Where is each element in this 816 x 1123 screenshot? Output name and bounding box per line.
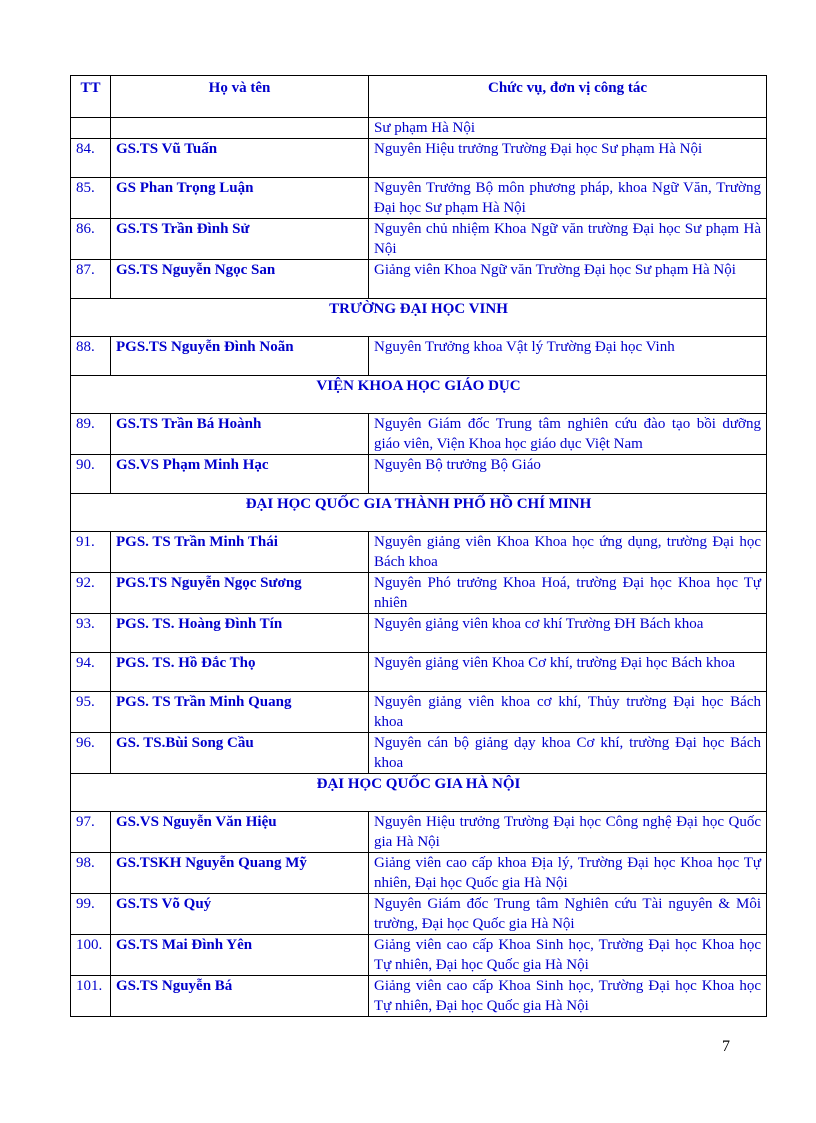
person-position: Nguyên giảng viên khoa cơ khí, Thủy trường Đại học Bách khoa — [369, 692, 767, 733]
row-number: 93. — [71, 614, 111, 653]
row-number — [71, 118, 111, 139]
person-name: GS.TS Trần Bá Hoành — [111, 414, 369, 455]
row-number: 98. — [71, 853, 111, 894]
person-position: Nguyên giảng viên Khoa Cơ khí, trường Đại học Bách khoa — [369, 653, 767, 692]
person-position: Nguyên giảng viên khoa cơ khí Trường ĐH Bách khoa — [369, 614, 767, 653]
table-row — [71, 733, 767, 774]
header-position: Chức vụ, đơn vị công tác — [369, 76, 767, 118]
section-header-row — [71, 774, 767, 812]
table-row — [71, 976, 767, 1017]
row-number: 89. — [71, 414, 111, 455]
person-position: Giảng viên cao cấp khoa Địa lý, Trường Đại học Khoa học Tự nhiên, Đại học Quốc gia Hà Nội — [369, 853, 767, 894]
row-number: 96. — [71, 733, 111, 774]
person-position: Nguyên Trưởng Bộ môn phương pháp, khoa Ngữ Văn, Trường Đại học Sư phạm Hà Nội — [369, 178, 767, 219]
table-row — [71, 692, 767, 733]
person-position: Giảng viên Khoa Ngữ văn Trường Đại học Sư phạm Hà Nội — [369, 260, 767, 299]
person-name: PGS. TS. Hoàng Đình Tín — [111, 614, 369, 653]
row-number: 92. — [71, 573, 111, 614]
person-name: GS.TS Mai Đình Yên — [111, 935, 369, 976]
row-number: 86. — [71, 219, 111, 260]
section-title: ĐẠI HỌC QUỐC GIA HÀ NỘI — [71, 774, 767, 812]
table-header-row — [71, 76, 767, 118]
section-title: TRƯỜNG ĐẠI HỌC VINH — [71, 299, 767, 337]
table-row — [71, 614, 767, 653]
table-row — [71, 139, 767, 178]
person-name: GS.TS Trần Đình Sử — [111, 219, 369, 260]
row-number: 100. — [71, 935, 111, 976]
person-name: PGS.TS Nguyễn Ngọc Sương — [111, 573, 369, 614]
section-header-row — [71, 299, 767, 337]
person-name: GS.TS Nguyễn Ngọc San — [111, 260, 369, 299]
table-row — [71, 812, 767, 853]
person-position: Sư phạm Hà Nội — [369, 118, 767, 139]
table-body — [71, 118, 767, 1017]
row-number: 95. — [71, 692, 111, 733]
table-row — [71, 573, 767, 614]
row-number: 94. — [71, 653, 111, 692]
person-position: Nguyên Bộ trưởng Bộ Giáo — [369, 455, 767, 494]
person-position: Nguyên Trưởng khoa Vật lý Trường Đại học Vinh — [369, 337, 767, 376]
table-row — [71, 853, 767, 894]
person-name: GS.TS Vũ Tuấn — [111, 139, 369, 178]
row-number: 97. — [71, 812, 111, 853]
row-number: 85. — [71, 178, 111, 219]
person-name: PGS. TS. Hồ Đắc Thọ — [111, 653, 369, 692]
person-name: PGS.TS Nguyễn Đình Noãn — [111, 337, 369, 376]
person-name: GS.TS Nguyễn Bá — [111, 976, 369, 1017]
table-row — [71, 935, 767, 976]
person-position: Nguyên Phó trưởng Khoa Hoá, trường Đại học Khoa học Tự nhiên — [369, 573, 767, 614]
person-name: PGS. TS Trần Minh Quang — [111, 692, 369, 733]
person-name: GS.TS Võ Quý — [111, 894, 369, 935]
table-row — [71, 653, 767, 692]
person-position: Nguyên Hiệu trưởng Trường Đại học Công nghệ Đại học Quốc gia Hà Nội — [369, 812, 767, 853]
row-number: 91. — [71, 532, 111, 573]
row-number: 99. — [71, 894, 111, 935]
person-name: GS Phan Trọng Luận — [111, 178, 369, 219]
table-row — [71, 219, 767, 260]
person-position: Nguyên Giám đốc Trung tâm nghiên cứu đào tạo bồi dưỡng giáo viên, Viện Khoa học giáo dục Việt Nam — [369, 414, 767, 455]
table-row — [71, 894, 767, 935]
person-name — [111, 118, 369, 139]
person-position: Nguyên cán bộ giảng dạy khoa Cơ khí, trường Đại học Bách khoa — [369, 733, 767, 774]
row-number: 90. — [71, 455, 111, 494]
person-name: GS.VS Phạm Minh Hạc — [111, 455, 369, 494]
person-position: Nguyên Hiệu trưởng Trường Đại học Sư phạm Hà Nội — [369, 139, 767, 178]
person-position: Nguyên giảng viên Khoa Khoa học ứng dụng, trường Đại học Bách khoa — [369, 532, 767, 573]
table-row — [71, 414, 767, 455]
table-row — [71, 260, 767, 299]
section-title: VIỆN KHOA HỌC GIÁO DỤC — [71, 376, 767, 414]
person-position: Nguyên chủ nhiệm Khoa Ngữ văn trường Đại học Sư phạm Hà Nội — [369, 219, 767, 260]
section-title: ĐẠI HỌC QUỐC GIA THÀNH PHỐ HỒ CHÍ MINH — [71, 494, 767, 532]
person-position: Nguyên Giám đốc Trung tâm Nghiên cứu Tài nguyên & Môi trường, Đại học Quốc gia Hà Nội — [369, 894, 767, 935]
table-row — [71, 178, 767, 219]
page-number: 7 — [722, 1038, 730, 1055]
table-row — [71, 532, 767, 573]
person-name: GS.TSKH Nguyễn Quang Mỹ — [111, 853, 369, 894]
person-name: GS.VS Nguyễn Văn Hiệu — [111, 812, 369, 853]
table-row — [71, 455, 767, 494]
header-name: Họ và tên — [111, 76, 369, 118]
table-row — [71, 337, 767, 376]
person-position: Giảng viên cao cấp Khoa Sinh học, Trường Đại học Khoa học Tự nhiên, Đại học Quốc gia Hà Nội — [369, 935, 767, 976]
header-tt: TT — [71, 76, 111, 118]
personnel-table — [70, 75, 767, 1017]
person-name: GS. TS.Bùi Song Cầu — [111, 733, 369, 774]
section-header-row — [71, 494, 767, 532]
row-number: 84. — [71, 139, 111, 178]
person-position: Giảng viên cao cấp Khoa Sinh học, Trường Đại học Khoa học Tự nhiên, Đại học Quốc gia Hà Nội — [369, 976, 767, 1017]
row-number: 87. — [71, 260, 111, 299]
section-header-row — [71, 376, 767, 414]
row-number: 88. — [71, 337, 111, 376]
table-row — [71, 118, 767, 139]
person-name: PGS. TS Trần Minh Thái — [111, 532, 369, 573]
row-number: 101. — [71, 976, 111, 1017]
